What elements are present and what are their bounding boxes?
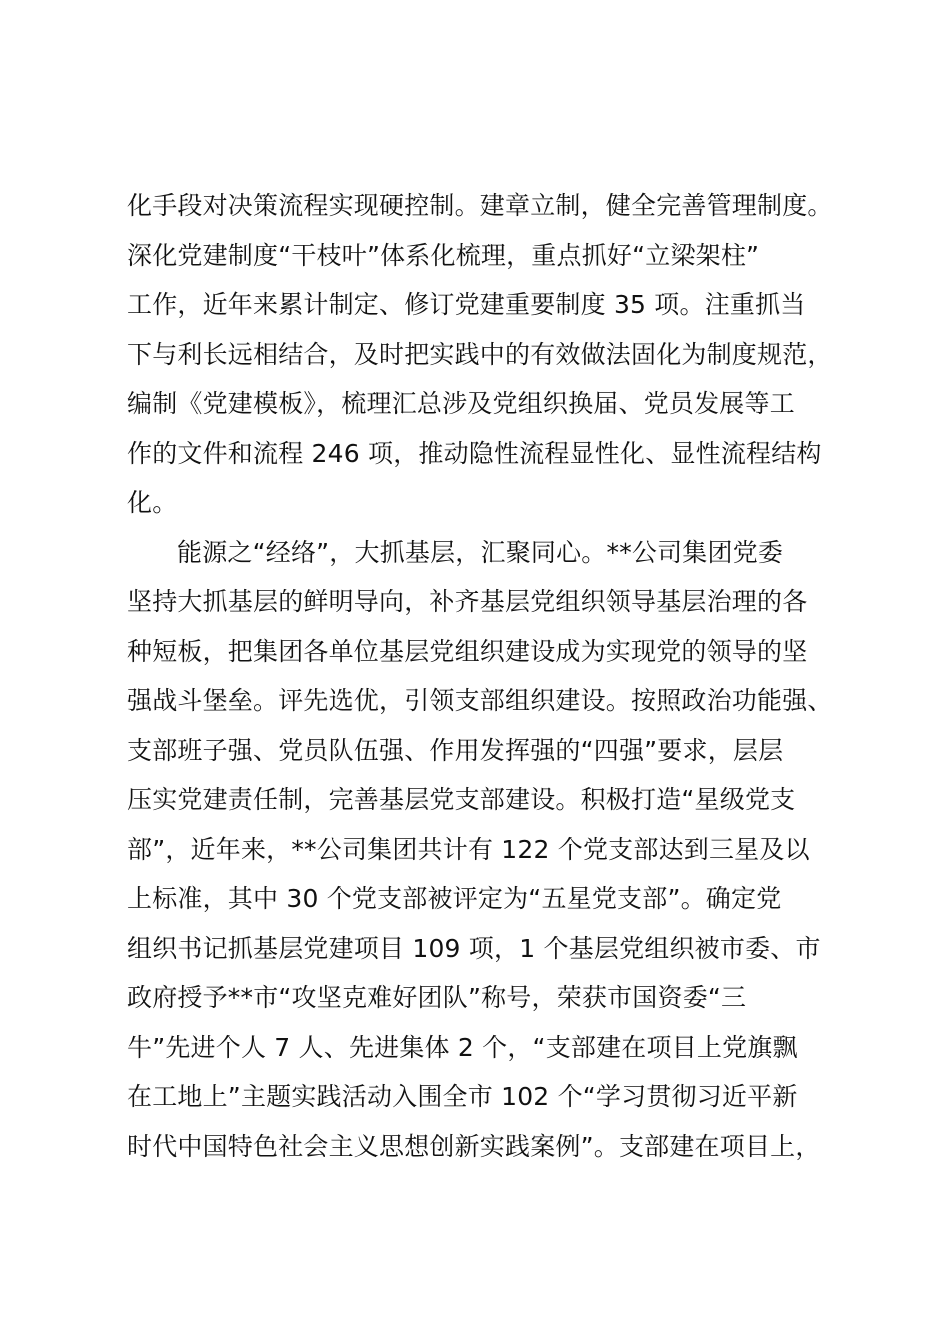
- text-line: 作的文件和流程 246 项，推动隐性流程显性化、显性流程结构: [127, 438, 822, 468]
- text-line: 强战斗堡垒。评先选优，引领支部组织建设。按照政治功能强、: [127, 686, 833, 715]
- text-line: 化手段对决策流程实现硬控制。建章立制，健全完善管理制度。: [127, 191, 833, 220]
- text-line: 牛”先进个人 7 人、先进集体 2 个，“支部建在项目上党旗飘: [127, 1032, 798, 1062]
- text-line: 时代中国特色社会主义思想创新实践案例”。支部建在项目上，: [127, 1131, 821, 1161]
- text-line: 上标准，其中 30 个党支部被评定为“五星党支部”。确定党: [127, 884, 782, 913]
- text-line: 压实党建责任制，完善基层党支部建设。积极打造“星级党支: [127, 785, 796, 814]
- text-line: 化。: [127, 488, 178, 517]
- text-line: 编制《党建模板》，梳理汇总涉及党组织换届、党员发展等工: [127, 389, 795, 418]
- text-line: 部”，近年来，**公司集团共计有 122 个党支部达到三星及以: [127, 834, 810, 864]
- text-line: 坚持大抓基层的鲜明导向，补齐基层党组织领导基层治理的各: [127, 587, 808, 616]
- text-line: 在工地上”主题实践活动入围全市 102 个“学习贯彻习近平新: [127, 1082, 798, 1111]
- text-line: 下与利长远相结合，及时把实践中的有效做法固化为制度规范，: [127, 339, 833, 369]
- text-line: 工作，近年来累计制定、修订党建重要制度 35 项。注重抓当: [127, 290, 806, 319]
- text-line: 政府授予**市“攻坚克难好团队”称号，荣获市国资委“三: [127, 983, 747, 1012]
- text-line: 种短板，把集团各单位基层党组织建设成为实现党的领导的坚: [127, 636, 808, 666]
- paragraph-start-line: 能源之“经络”，大抓基层，汇聚同心。**公司集团党委: [177, 537, 784, 567]
- body-text: [127, 181, 857, 1171]
- text-line: 深化党建制度“干枝叶”体系化梳理，重点抓好“立梁架柱”: [127, 240, 760, 270]
- text-line: 组织书记抓基层党建项目 109 项，1 个基层党组织被市委、市: [127, 933, 821, 963]
- text-line: 支部班子强、党员队伍强、作用发挥强的“四强”要求，层层: [127, 735, 784, 765]
